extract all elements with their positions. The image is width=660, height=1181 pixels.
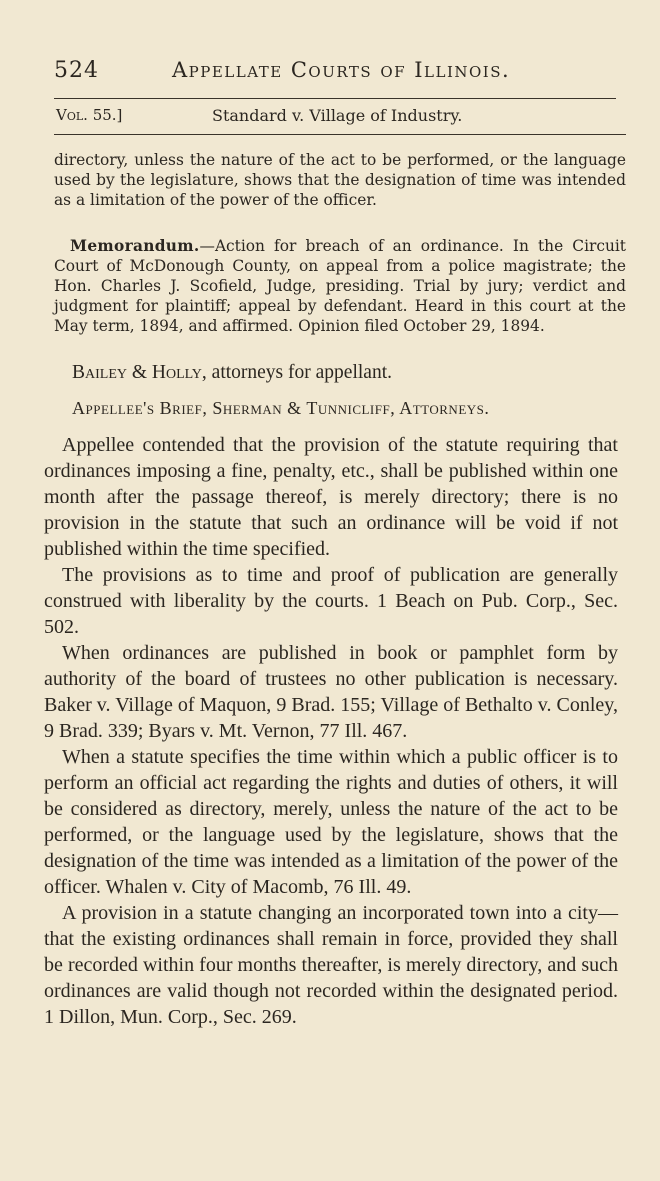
brief-paragraph: A provision in a statute changing an incorporated town into a city—that the existing ordinances shall remain in force, provided they shall be recorded within four months thereafter, is merely directory, and such ordinances are valid though not recorded within the designated period. 1 Dillon, Mun. Corp., Sec. 269. — [44, 902, 618, 1028]
memorandum-lead: Memorandum. — [70, 237, 200, 255]
case-title: Standard v. Village of Industry. — [212, 106, 463, 125]
continuation-paragraph: directory, unless the nature of the act to be performed, or the language used by the legislature, shows that the designation of time was intended as a limitation of the power of the officer. — [54, 151, 626, 209]
page-number: 524 — [54, 58, 99, 83]
brief-body — [44, 432, 618, 1030]
page-header — [54, 58, 524, 92]
brief-heading: Appellee's Brief, Sherman & Tunnicliff, Attorneys. — [72, 398, 490, 418]
volume-label: Vol. 55.] — [56, 106, 123, 124]
running-title: Appellate Courts of Illinois. — [172, 58, 511, 82]
brief-paragraph: When a statute specifies the time within which a public officer is to perform an official act regarding the rights and duties of others, it will be considered as directory, merely, unless the nature of the act to be performed, or the language used by the legislature, shows that the designation of the time was intended as a limitation of the power of the officer. Whalen v. City of Macomb, 76 Ill. 49. — [44, 746, 618, 898]
attorney-names: Bailey & Holly — [72, 362, 202, 383]
appellant-attorneys — [72, 362, 392, 384]
attorney-role: , attorneys for appellant. — [201, 362, 392, 383]
brief-paragraph: When ordinances are published in book or pamphlet form by authority of the board of trustees no other publication is necessary. Baker v. Village of Maquon, 9 Brad. 155; Village of Bethalto v. Conley, 9 Brad. 339; Byars v. Mt. Vernon, 77 Ill. 467. — [44, 642, 618, 742]
header-rule-top — [54, 98, 616, 99]
memorandum-paragraph — [54, 236, 626, 336]
case-subheader — [56, 104, 618, 132]
memorandum-text: —Action for breach of an ordinance. In the Circuit Court of McDonough County, on appeal from a police magistrate; the Hon. Charles J. Scofield, Judge, presiding. Trial by jury; verdict and judgment for plaintiff; appeal by defendant. Heard in this court at the May term, 1894, and affirmed. Opinion filed October 29, 1894. — [54, 237, 626, 335]
header-rule-bottom — [54, 134, 626, 135]
brief-paragraph: Appellee contended that the provision of the statute requiring that ordinances imposing a fine, penalty, etc., shall be published within one month after the passage thereof, is merely directory; there is no provision in the statute that such an ordinance will be void if not published within the time specified. — [44, 434, 618, 560]
brief-paragraph: The provisions as to time and proof of publication are generally construed with liberality by the courts. 1 Beach on Pub. Corp., Sec. 502. — [44, 564, 618, 638]
